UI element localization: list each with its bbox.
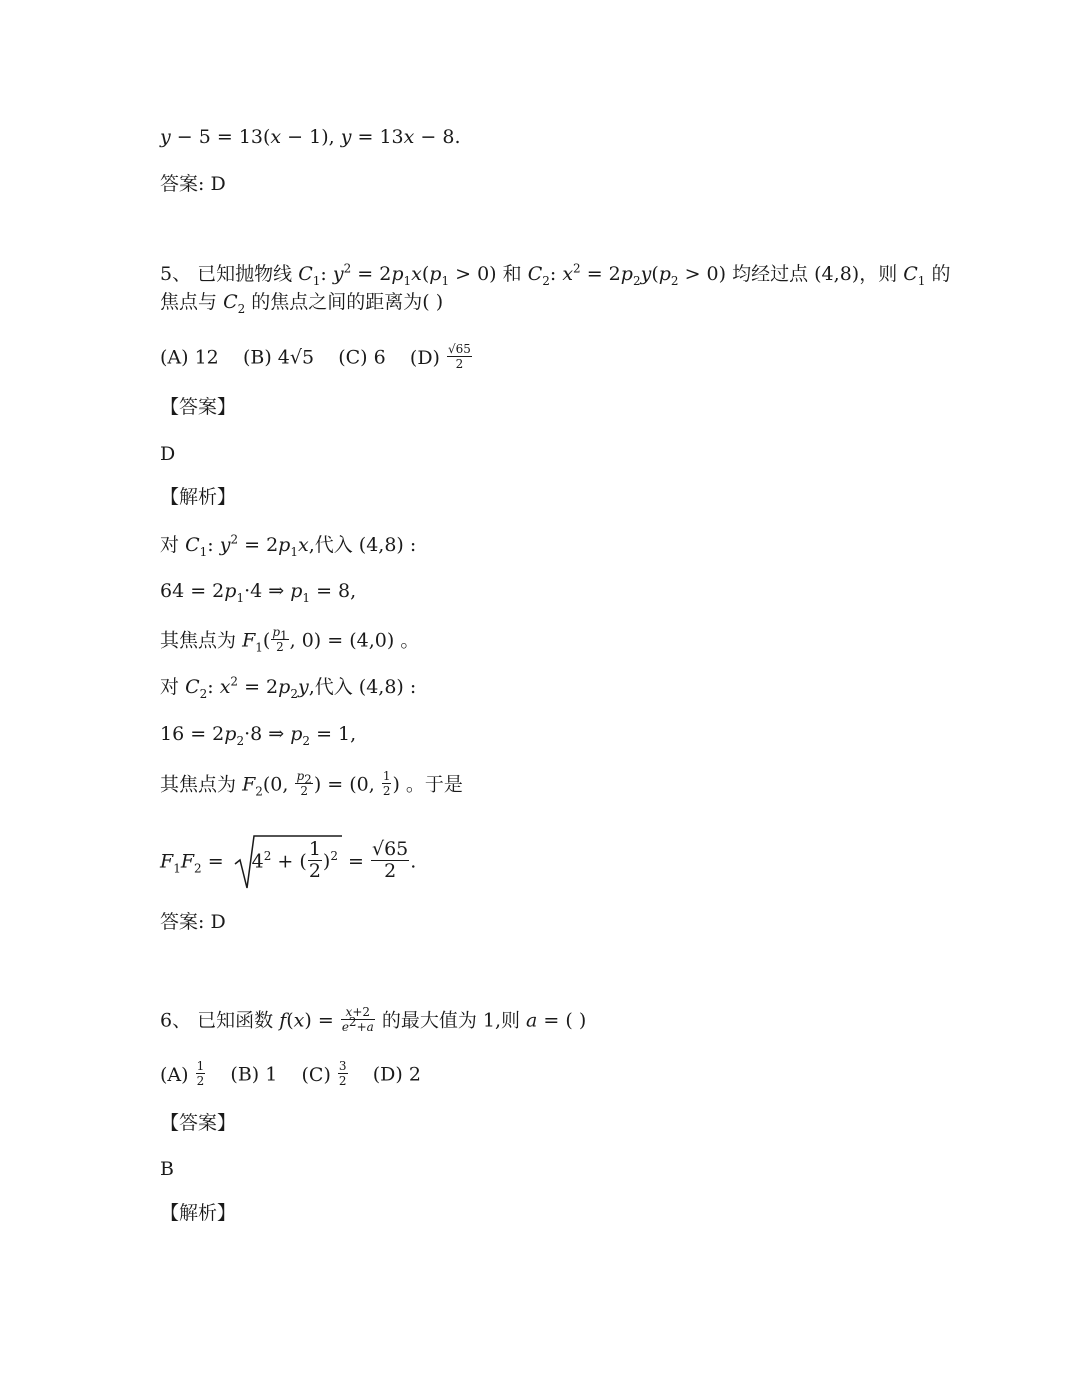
q5-answer-heading: 【答案】 bbox=[160, 396, 237, 418]
answer-line-4: 答案: D bbox=[160, 173, 226, 195]
q6-option-b: (B) 1 bbox=[230, 1063, 278, 1086]
sqrt-symbol: $4^2$ + ( $\frac{1}{2}$ )$^2$ bbox=[234, 836, 342, 889]
q5-option-b: (B) 4√5 bbox=[242, 346, 315, 369]
q5-step4: 对 $C_2$: $x^2 = 2p_2y$,代入 (4,8) : bbox=[160, 674, 417, 701]
q5-option-d: (D) $\frac{√65}{2}$ bbox=[409, 342, 471, 371]
q5-step3: 其焦点为 $F_1$( $\frac{p_1}{2}$ , 0) = (4,0) 。 bbox=[160, 625, 420, 655]
q5-analysis-heading: 【解析】 bbox=[160, 486, 237, 508]
q5-number: 5、 bbox=[160, 263, 192, 285]
q6-option-a: (A) $\frac{1}{2}$ bbox=[160, 1059, 205, 1088]
q6-options bbox=[160, 1059, 421, 1089]
q5-options bbox=[160, 342, 473, 372]
q6-analysis-heading: 【解析】 bbox=[160, 1202, 237, 1224]
q5-step5: $16 = 2p_2\cdot 8$ ⇒ $p_2 = 1$, bbox=[160, 723, 357, 748]
q5-answer-value: D bbox=[160, 443, 176, 465]
q5-stem-line1: 5、 已知抛物线 $C_1$: $y^2 = 2p_1x(p_1 > 0)$ 和 $C_2$: $x^2 = 2p_2y(p_2 > 0)$ 均经过点 (4,8)，则 $C_1$ 的 bbox=[160, 261, 951, 288]
q5-step1: 对 $C_1$: $y^2 = 2p_1x$,代入 (4,8) : bbox=[160, 532, 417, 559]
q5-option-c: (C) 6 bbox=[338, 346, 386, 369]
q5-step6: 其焦点为 $F_2(0$, $\frac{p_2}{2}$ ) = (0, $\frac{1}{2}$ ) 。于是 bbox=[160, 769, 463, 799]
q6-answer-value: B bbox=[160, 1158, 174, 1180]
q5-step2: $64 = 2p_1\cdot 4$ ⇒ $p_1 = 8$, bbox=[160, 580, 357, 605]
q5-final-answer: 答案: D bbox=[160, 911, 226, 933]
q6-answer-heading: 【答案】 bbox=[160, 1112, 237, 1134]
q6-stem: 6、 已知函数 f(x) = $\frac{x+2}{e^2+a}$ 的最大值为 1,则 a = ( ) bbox=[160, 1005, 587, 1034]
q6-number: 6、 bbox=[160, 1009, 192, 1032]
q6-option-d: (D) 2 bbox=[372, 1063, 421, 1086]
q6-option-c: (C) $\frac{3}{2}$ bbox=[301, 1059, 347, 1088]
equation-line-tangent: y − 5 = 13(x − 1), y = 13x − 8. bbox=[160, 126, 461, 148]
q5-stem-line2: 焦点与 $C_2$ 的焦点之间的距离为( ) bbox=[160, 291, 444, 316]
q5-distance-formula: $F_1F_2$ = $4^2$ + ( $\frac{1}{2}$ )$^2$ = $\frac{√65}{2}$ . bbox=[160, 836, 416, 889]
q5-option-a: (A) 12 bbox=[160, 346, 219, 369]
